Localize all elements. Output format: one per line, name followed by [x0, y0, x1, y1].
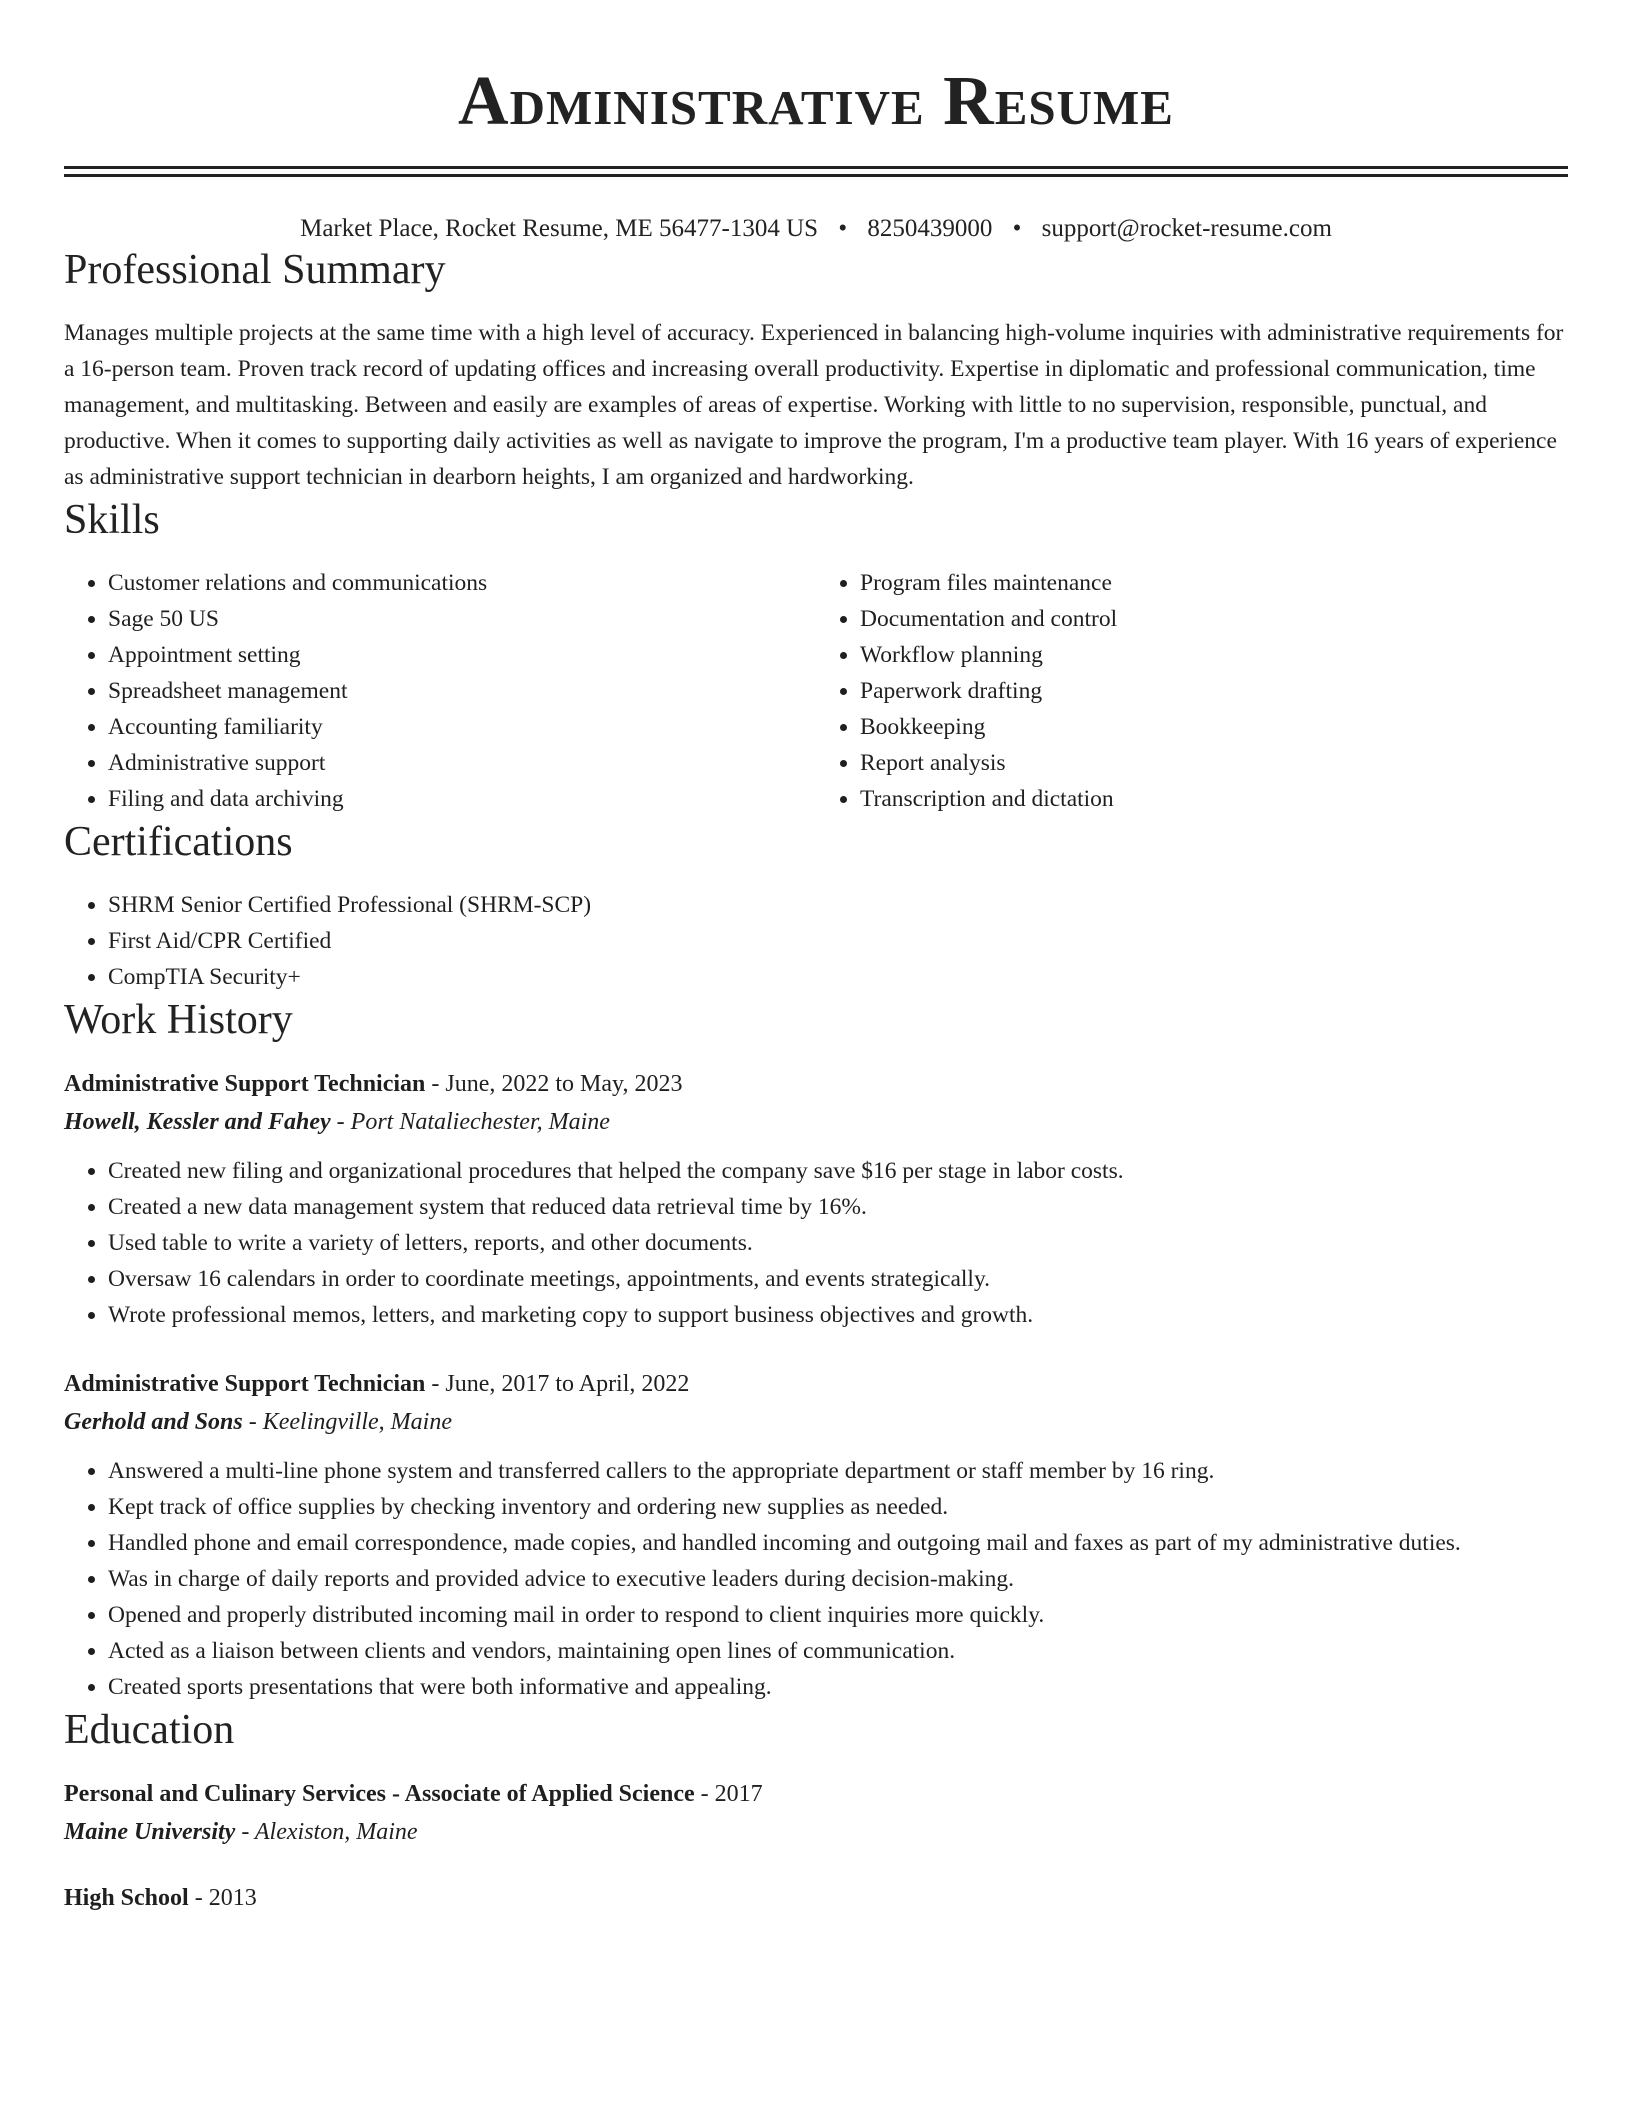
job-bullet: • Handled phone and email correspondence, made copies, and handled incoming and outgoing mail and faxes as part of my administrative duties.	[108, 1525, 1568, 1561]
contact-phone: 8250439000	[867, 215, 993, 242]
job-bullet: • Answered a multi-line phone system and transferred callers to the appropriate department or staff member by 16 ring.	[108, 1453, 1568, 1489]
contact-address: Market Place, Rocket Resume, ME 56477-1304 US	[300, 215, 819, 242]
skill-item: • Bookkeeping	[860, 709, 1568, 745]
job-title: Administrative Support Technician	[64, 1071, 426, 1097]
job-bullet: • Created new filing and organizational procedures that helped the company save $16 per stage in labor costs.	[108, 1153, 1568, 1189]
title-double-rule	[64, 166, 1568, 177]
education-location: - Alexiston, Maine	[235, 1819, 418, 1845]
job-employer-line	[64, 1103, 1568, 1141]
education-school-line	[64, 1813, 1568, 1851]
certifications-list	[64, 887, 1568, 995]
job-dates: - June, 2017 to April, 2022	[425, 1371, 690, 1397]
education-school: Maine University	[64, 1819, 236, 1845]
job-bullet: • Opened and properly distributed incoming mail in order to respond to client inquiries more quickly.	[108, 1597, 1568, 1633]
education-degree-line	[64, 1775, 1568, 1813]
skill-item: • Sage 50 US	[108, 601, 816, 637]
skill-item: • Accounting familiarity	[108, 709, 816, 745]
job-bullet: • Kept track of office supplies by checking inventory and ordering new supplies as needed.	[108, 1489, 1568, 1525]
job-entry	[64, 1065, 1568, 1333]
education-entry	[64, 1879, 1568, 1917]
job-bullet: • Oversaw 16 calendars in order to coordinate meetings, appointments, and events strategically.	[108, 1261, 1568, 1297]
job-bullet: • Was in charge of daily reports and provided advice to executive leaders during decision-making.	[108, 1561, 1568, 1597]
skills-list-right	[816, 565, 1568, 817]
education-year: - 2017	[694, 1781, 763, 1807]
job-bullet: • Created sports presentations that were both informative and appealing.	[108, 1669, 1568, 1705]
skill-item: • Report analysis	[860, 745, 1568, 781]
job-bullet: • Acted as a liaison between clients and vendors, maintaining open lines of communication.	[108, 1633, 1568, 1669]
contact-separator: •	[838, 215, 848, 242]
skill-item: • Customer relations and communications	[108, 565, 816, 601]
job-employer: Howell, Kessler and Fahey	[64, 1109, 331, 1135]
skills-heading: Skills	[64, 497, 160, 543]
summary-heading: Professional Summary	[64, 247, 446, 293]
job-title-line	[64, 1065, 1568, 1103]
skill-item: • Workflow planning	[860, 637, 1568, 673]
skill-item: • Documentation and control	[860, 601, 1568, 637]
job-employer-line	[64, 1403, 1568, 1441]
education-heading: Education	[64, 1707, 235, 1753]
education-year: - 2013	[188, 1885, 257, 1911]
skill-item: • Spreadsheet management	[108, 673, 816, 709]
skill-item: • Paperwork drafting	[860, 673, 1568, 709]
job-location: - Keelingville, Maine	[242, 1409, 452, 1435]
skills-list-left	[64, 565, 816, 817]
job-bullet: • Used table to write a variety of letters, reports, and other documents.	[108, 1225, 1568, 1261]
job-bullet: • Wrote professional memos, letters, and marketing copy to support business objectives and growth.	[108, 1297, 1568, 1333]
education-degree: High School	[64, 1885, 189, 1911]
job-entry	[64, 1365, 1568, 1705]
education-degree: Personal and Culinary Services - Associate of Applied Science	[64, 1781, 695, 1807]
job-title-line	[64, 1365, 1568, 1403]
certification-item: • First Aid/CPR Certified	[108, 923, 1568, 959]
job-title: Administrative Support Technician	[64, 1371, 426, 1397]
job-employer: Gerhold and Sons	[64, 1409, 243, 1435]
skill-item: • Appointment setting	[108, 637, 816, 673]
summary-text: Manages multiple projects at the same time with a high level of accuracy. Experienced in balancing high-volume inquiries with administrative requirements for a 16-person team. Proven track record of updating offices and increasing overall productivity. Expertise in diplomatic and professional communication, time management, and multitasking. Between and easily are examples of areas of expertise. Working with little to no supervision, responsible, punctual, and productive. When it comes to supporting daily activities as well as navigate to improve the program, I'm a productive team player. With 16 years of experience as administrative support technician in dearborn heights, I am organized and hardworking.	[64, 320, 1564, 490]
job-bullet: • Created a new data management system that reduced data retrieval time by 16%.	[108, 1189, 1568, 1225]
certifications-heading: Certifications	[64, 819, 293, 865]
job-bullets	[64, 1453, 1568, 1705]
skill-item: • Filing and data archiving	[108, 781, 816, 817]
skill-item: • Program files maintenance	[860, 565, 1568, 601]
contact-email: support@rocket-resume.com	[1041, 215, 1332, 242]
skills-columns	[64, 565, 1568, 817]
certification-item: • CompTIA Security+	[108, 959, 1568, 995]
work-history-heading: Work History	[64, 997, 293, 1043]
education-entry	[64, 1775, 1568, 1851]
job-location: - Port Nataliechester, Maine	[330, 1109, 610, 1135]
resume-title: Administrative Resume	[458, 63, 1174, 140]
contact-line	[64, 213, 1568, 245]
job-dates: - June, 2022 to May, 2023	[425, 1071, 683, 1097]
contact-separator: •	[1012, 215, 1022, 242]
education-degree-line	[64, 1879, 1568, 1917]
certification-item: • SHRM Senior Certified Professional (SHRM-SCP)	[108, 887, 1568, 923]
skill-item: • Transcription and dictation	[860, 781, 1568, 817]
job-bullets	[64, 1153, 1568, 1333]
skill-item: • Administrative support	[108, 745, 816, 781]
